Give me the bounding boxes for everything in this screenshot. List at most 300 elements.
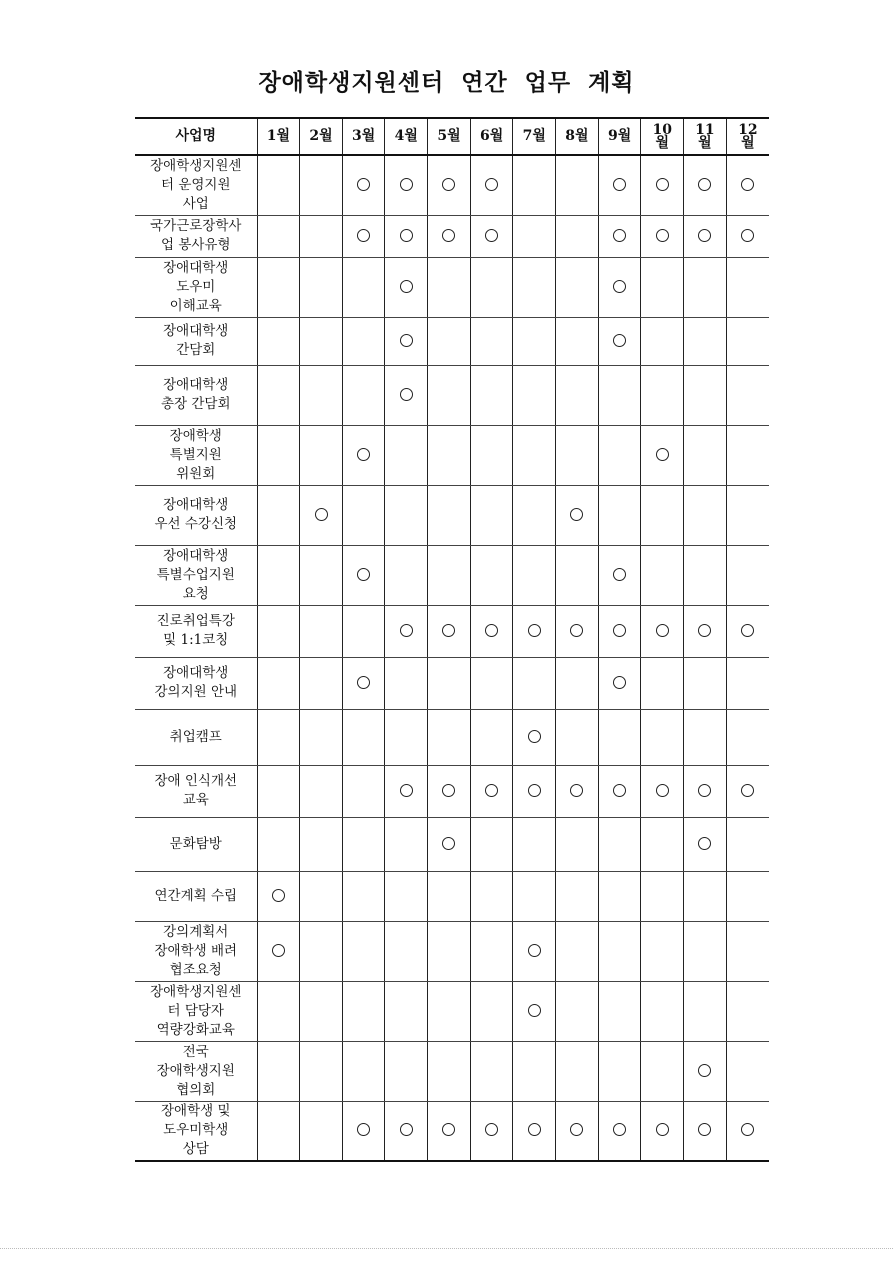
scheduled-circle-icon bbox=[528, 624, 541, 637]
month-cell-6 bbox=[470, 365, 513, 425]
scheduled-circle-icon bbox=[613, 178, 626, 191]
month-cell-9 bbox=[598, 817, 641, 871]
table-row bbox=[135, 215, 769, 257]
month-cell-8 bbox=[556, 871, 599, 921]
month-cell-9 bbox=[598, 545, 641, 605]
month-cell-11 bbox=[684, 257, 727, 317]
month-cell-4 bbox=[385, 657, 428, 709]
month-cell-5 bbox=[428, 257, 471, 317]
month-cell-8 bbox=[556, 817, 599, 871]
table-row bbox=[135, 317, 769, 365]
header-month-3: 3월 bbox=[342, 118, 385, 155]
header-month-8: 8월 bbox=[556, 118, 599, 155]
table-row bbox=[135, 709, 769, 765]
month-cell-8 bbox=[556, 657, 599, 709]
month-cell-7 bbox=[513, 709, 556, 765]
project-name-cell: 장애대학생 강의지원 안내 bbox=[135, 657, 257, 709]
month-cell-9 bbox=[598, 605, 641, 657]
month-cell-7 bbox=[513, 365, 556, 425]
month-cell-1 bbox=[257, 981, 300, 1041]
month-cell-7 bbox=[513, 765, 556, 817]
scheduled-circle-icon bbox=[400, 178, 413, 191]
scheduled-circle-icon bbox=[528, 944, 541, 957]
month-cell-10 bbox=[641, 765, 684, 817]
scheduled-circle-icon bbox=[400, 334, 413, 347]
month-cell-7 bbox=[513, 317, 556, 365]
scheduled-circle-icon bbox=[442, 178, 455, 191]
month-cell-6 bbox=[470, 871, 513, 921]
month-cell-1 bbox=[257, 709, 300, 765]
scheduled-circle-icon bbox=[400, 280, 413, 293]
scheduled-circle-icon bbox=[357, 568, 370, 581]
table-row bbox=[135, 871, 769, 921]
month-cell-12 bbox=[726, 871, 769, 921]
scheduled-circle-icon bbox=[656, 1123, 669, 1136]
month-cell-10 bbox=[641, 981, 684, 1041]
month-cell-8 bbox=[556, 1101, 599, 1161]
scheduled-circle-icon bbox=[528, 1123, 541, 1136]
scan-artifact-line bbox=[0, 1248, 893, 1249]
scheduled-circle-icon bbox=[613, 676, 626, 689]
month-cell-12 bbox=[726, 765, 769, 817]
header-month-5: 5월 bbox=[428, 118, 471, 155]
month-cell-4 bbox=[385, 981, 428, 1041]
scheduled-circle-icon bbox=[570, 624, 583, 637]
project-name-cell: 국가근로장학사 업 봉사유형 bbox=[135, 215, 257, 257]
project-name-cell: 장애대학생 간담회 bbox=[135, 317, 257, 365]
scheduled-circle-icon bbox=[613, 568, 626, 581]
month-cell-6 bbox=[470, 1041, 513, 1101]
scheduled-circle-icon bbox=[613, 1123, 626, 1136]
scheduled-circle-icon bbox=[357, 676, 370, 689]
month-cell-4 bbox=[385, 1101, 428, 1161]
scheduled-circle-icon bbox=[485, 784, 498, 797]
month-cell-1 bbox=[257, 257, 300, 317]
scheduled-circle-icon bbox=[656, 448, 669, 461]
month-cell-3 bbox=[342, 817, 385, 871]
month-cell-5 bbox=[428, 981, 471, 1041]
month-cell-4 bbox=[385, 215, 428, 257]
header-row bbox=[135, 118, 769, 155]
month-cell-1 bbox=[257, 365, 300, 425]
month-cell-10 bbox=[641, 871, 684, 921]
scheduled-circle-icon bbox=[698, 178, 711, 191]
month-cell-11 bbox=[684, 765, 727, 817]
month-cell-7 bbox=[513, 817, 556, 871]
scheduled-circle-icon bbox=[698, 1064, 711, 1077]
month-cell-7 bbox=[513, 545, 556, 605]
month-cell-10 bbox=[641, 817, 684, 871]
scheduled-circle-icon bbox=[485, 624, 498, 637]
month-cell-6 bbox=[470, 817, 513, 871]
month-cell-9 bbox=[598, 981, 641, 1041]
scheduled-circle-icon bbox=[357, 229, 370, 242]
scheduled-circle-icon bbox=[442, 1123, 455, 1136]
month-cell-8 bbox=[556, 365, 599, 425]
month-cell-9 bbox=[598, 215, 641, 257]
scheduled-circle-icon bbox=[656, 229, 669, 242]
month-cell-8 bbox=[556, 545, 599, 605]
month-cell-1 bbox=[257, 155, 300, 215]
month-cell-3 bbox=[342, 981, 385, 1041]
scheduled-circle-icon bbox=[741, 1123, 754, 1136]
month-cell-12 bbox=[726, 1101, 769, 1161]
month-cell-7 bbox=[513, 921, 556, 981]
scheduled-circle-icon bbox=[570, 784, 583, 797]
month-cell-2 bbox=[300, 657, 343, 709]
month-cell-4 bbox=[385, 545, 428, 605]
month-cell-12 bbox=[726, 817, 769, 871]
month-cell-4 bbox=[385, 1041, 428, 1101]
month-cell-5 bbox=[428, 657, 471, 709]
scheduled-circle-icon bbox=[400, 229, 413, 242]
month-cell-6 bbox=[470, 425, 513, 485]
month-cell-10 bbox=[641, 365, 684, 425]
month-cell-10 bbox=[641, 257, 684, 317]
month-cell-2 bbox=[300, 1101, 343, 1161]
month-cell-1 bbox=[257, 605, 300, 657]
month-cell-7 bbox=[513, 215, 556, 257]
table-row bbox=[135, 485, 769, 545]
month-cell-2 bbox=[300, 485, 343, 545]
month-cell-4 bbox=[385, 485, 428, 545]
month-cell-8 bbox=[556, 425, 599, 485]
scheduled-circle-icon bbox=[357, 448, 370, 461]
month-cell-5 bbox=[428, 817, 471, 871]
month-cell-11 bbox=[684, 709, 727, 765]
month-cell-3 bbox=[342, 1041, 385, 1101]
scheduled-circle-icon bbox=[528, 784, 541, 797]
month-cell-6 bbox=[470, 1101, 513, 1161]
month-cell-12 bbox=[726, 215, 769, 257]
month-cell-11 bbox=[684, 605, 727, 657]
scheduled-circle-icon bbox=[698, 784, 711, 797]
month-cell-3 bbox=[342, 765, 385, 817]
month-cell-11 bbox=[684, 871, 727, 921]
month-cell-8 bbox=[556, 317, 599, 365]
month-cell-10 bbox=[641, 317, 684, 365]
project-name-cell: 장애대학생 도우미 이해교육 bbox=[135, 257, 257, 317]
scheduled-circle-icon bbox=[698, 229, 711, 242]
month-cell-9 bbox=[598, 155, 641, 215]
month-cell-7 bbox=[513, 1101, 556, 1161]
month-cell-8 bbox=[556, 921, 599, 981]
scheduled-circle-icon bbox=[272, 944, 285, 957]
project-name-cell: 장애학생 및 도우미학생 상담 bbox=[135, 1101, 257, 1161]
month-cell-4 bbox=[385, 317, 428, 365]
month-cell-12 bbox=[726, 485, 769, 545]
month-cell-9 bbox=[598, 657, 641, 709]
month-cell-8 bbox=[556, 215, 599, 257]
scheduled-circle-icon bbox=[613, 334, 626, 347]
scheduled-circle-icon bbox=[442, 784, 455, 797]
month-cell-5 bbox=[428, 871, 471, 921]
month-cell-9 bbox=[598, 921, 641, 981]
month-cell-9 bbox=[598, 317, 641, 365]
month-cell-1 bbox=[257, 657, 300, 709]
month-cell-5 bbox=[428, 485, 471, 545]
project-name-cell: 취업캠프 bbox=[135, 709, 257, 765]
project-name-cell: 연간계획 수립 bbox=[135, 871, 257, 921]
scheduled-circle-icon bbox=[698, 1123, 711, 1136]
scheduled-circle-icon bbox=[741, 229, 754, 242]
project-name-cell: 전국 장애학생지원 협의회 bbox=[135, 1041, 257, 1101]
month-cell-11 bbox=[684, 485, 727, 545]
scheduled-circle-icon bbox=[442, 624, 455, 637]
month-cell-11 bbox=[684, 365, 727, 425]
month-cell-12 bbox=[726, 257, 769, 317]
month-cell-8 bbox=[556, 605, 599, 657]
scheduled-circle-icon bbox=[741, 784, 754, 797]
header-month-9: 9월 bbox=[598, 118, 641, 155]
scheduled-circle-icon bbox=[357, 178, 370, 191]
month-cell-2 bbox=[300, 765, 343, 817]
month-cell-10 bbox=[641, 605, 684, 657]
scheduled-circle-icon bbox=[613, 784, 626, 797]
page-title: 장애학생지원센터 연간 업무 계획 bbox=[258, 69, 635, 96]
month-cell-6 bbox=[470, 921, 513, 981]
table-row bbox=[135, 765, 769, 817]
project-name-cell: 문화탐방 bbox=[135, 817, 257, 871]
month-cell-5 bbox=[428, 605, 471, 657]
scheduled-circle-icon bbox=[656, 784, 669, 797]
header-month-12: 12 월 bbox=[726, 118, 769, 155]
scheduled-circle-icon bbox=[698, 624, 711, 637]
header-month-7: 7월 bbox=[513, 118, 556, 155]
month-cell-7 bbox=[513, 981, 556, 1041]
month-cell-11 bbox=[684, 215, 727, 257]
project-name-cell: 진로취업특강 및 1:1코칭 bbox=[135, 605, 257, 657]
month-cell-4 bbox=[385, 871, 428, 921]
month-cell-7 bbox=[513, 257, 556, 317]
month-cell-7 bbox=[513, 605, 556, 657]
month-cell-4 bbox=[385, 709, 428, 765]
month-cell-9 bbox=[598, 425, 641, 485]
month-cell-6 bbox=[470, 155, 513, 215]
month-cell-10 bbox=[641, 215, 684, 257]
month-cell-11 bbox=[684, 817, 727, 871]
month-cell-6 bbox=[470, 485, 513, 545]
table-row bbox=[135, 365, 769, 425]
month-cell-11 bbox=[684, 545, 727, 605]
month-cell-1 bbox=[257, 921, 300, 981]
month-cell-12 bbox=[726, 365, 769, 425]
month-cell-12 bbox=[726, 921, 769, 981]
month-cell-10 bbox=[641, 155, 684, 215]
scheduled-circle-icon bbox=[570, 508, 583, 521]
project-name-cell: 강의계획서 장애학생 배려 협조요청 bbox=[135, 921, 257, 981]
month-cell-6 bbox=[470, 765, 513, 817]
month-cell-3 bbox=[342, 605, 385, 657]
month-cell-7 bbox=[513, 155, 556, 215]
month-cell-3 bbox=[342, 425, 385, 485]
table-row bbox=[135, 657, 769, 709]
month-cell-8 bbox=[556, 257, 599, 317]
header-month-10: 10 월 bbox=[641, 118, 684, 155]
month-cell-9 bbox=[598, 1101, 641, 1161]
table-row bbox=[135, 257, 769, 317]
scheduled-circle-icon bbox=[485, 178, 498, 191]
month-cell-3 bbox=[342, 155, 385, 215]
table-row bbox=[135, 817, 769, 871]
scheduled-circle-icon bbox=[656, 624, 669, 637]
month-cell-5 bbox=[428, 317, 471, 365]
month-cell-5 bbox=[428, 545, 471, 605]
month-cell-5 bbox=[428, 765, 471, 817]
month-cell-10 bbox=[641, 485, 684, 545]
month-cell-3 bbox=[342, 921, 385, 981]
month-cell-3 bbox=[342, 317, 385, 365]
month-cell-9 bbox=[598, 257, 641, 317]
scheduled-circle-icon bbox=[741, 624, 754, 637]
scheduled-circle-icon bbox=[656, 178, 669, 191]
header-month-11: 11 월 bbox=[684, 118, 727, 155]
month-cell-11 bbox=[684, 921, 727, 981]
month-cell-1 bbox=[257, 317, 300, 365]
month-cell-2 bbox=[300, 365, 343, 425]
table-row bbox=[135, 1101, 769, 1161]
month-cell-10 bbox=[641, 657, 684, 709]
month-cell-2 bbox=[300, 605, 343, 657]
table-row bbox=[135, 1041, 769, 1101]
month-cell-11 bbox=[684, 155, 727, 215]
month-cell-8 bbox=[556, 709, 599, 765]
month-cell-7 bbox=[513, 871, 556, 921]
month-cell-11 bbox=[684, 657, 727, 709]
project-name-cell: 장애대학생 특별수업지원 요청 bbox=[135, 545, 257, 605]
month-cell-4 bbox=[385, 155, 428, 215]
month-cell-7 bbox=[513, 657, 556, 709]
month-cell-5 bbox=[428, 921, 471, 981]
month-cell-8 bbox=[556, 981, 599, 1041]
project-name-cell: 장애학생지원센 터 담당자 역량강화교육 bbox=[135, 981, 257, 1041]
month-cell-2 bbox=[300, 709, 343, 765]
month-cell-8 bbox=[556, 765, 599, 817]
month-cell-3 bbox=[342, 257, 385, 317]
scheduled-circle-icon bbox=[528, 1004, 541, 1017]
table-body bbox=[135, 155, 769, 1161]
month-cell-3 bbox=[342, 1101, 385, 1161]
month-cell-2 bbox=[300, 545, 343, 605]
month-cell-4 bbox=[385, 921, 428, 981]
month-cell-5 bbox=[428, 1041, 471, 1101]
scheduled-circle-icon bbox=[272, 889, 285, 902]
month-cell-10 bbox=[641, 1101, 684, 1161]
month-cell-2 bbox=[300, 1041, 343, 1101]
month-cell-6 bbox=[470, 545, 513, 605]
month-cell-6 bbox=[470, 657, 513, 709]
month-cell-3 bbox=[342, 365, 385, 425]
project-name-cell: 장애학생지원센 터 운영지원 사업 bbox=[135, 155, 257, 215]
month-cell-6 bbox=[470, 981, 513, 1041]
annual-plan-table bbox=[135, 117, 769, 1162]
month-cell-12 bbox=[726, 425, 769, 485]
month-cell-2 bbox=[300, 317, 343, 365]
scheduled-circle-icon bbox=[442, 837, 455, 850]
project-name-cell: 장애 인식개선 교육 bbox=[135, 765, 257, 817]
project-name-cell: 장애학생 특별지원 위원회 bbox=[135, 425, 257, 485]
month-cell-5 bbox=[428, 155, 471, 215]
month-cell-3 bbox=[342, 709, 385, 765]
month-cell-3 bbox=[342, 485, 385, 545]
scheduled-circle-icon bbox=[400, 388, 413, 401]
month-cell-12 bbox=[726, 1041, 769, 1101]
table-row bbox=[135, 921, 769, 981]
month-cell-1 bbox=[257, 1101, 300, 1161]
month-cell-11 bbox=[684, 1041, 727, 1101]
month-cell-1 bbox=[257, 1041, 300, 1101]
scheduled-circle-icon bbox=[613, 229, 626, 242]
month-cell-9 bbox=[598, 765, 641, 817]
month-cell-12 bbox=[726, 605, 769, 657]
month-cell-3 bbox=[342, 871, 385, 921]
month-cell-12 bbox=[726, 657, 769, 709]
month-cell-6 bbox=[470, 317, 513, 365]
month-cell-1 bbox=[257, 871, 300, 921]
month-cell-10 bbox=[641, 1041, 684, 1101]
month-cell-5 bbox=[428, 215, 471, 257]
header-month-4: 4월 bbox=[385, 118, 428, 155]
header-month-2: 2월 bbox=[300, 118, 343, 155]
month-cell-4 bbox=[385, 257, 428, 317]
scheduled-circle-icon bbox=[315, 508, 328, 521]
month-cell-8 bbox=[556, 485, 599, 545]
scheduled-circle-icon bbox=[528, 730, 541, 743]
scheduled-circle-icon bbox=[485, 229, 498, 242]
month-cell-10 bbox=[641, 709, 684, 765]
month-cell-5 bbox=[428, 709, 471, 765]
month-cell-2 bbox=[300, 257, 343, 317]
month-cell-12 bbox=[726, 709, 769, 765]
month-cell-12 bbox=[726, 981, 769, 1041]
month-cell-11 bbox=[684, 1101, 727, 1161]
scheduled-circle-icon bbox=[698, 837, 711, 850]
month-cell-2 bbox=[300, 981, 343, 1041]
header-month-6: 6월 bbox=[470, 118, 513, 155]
month-cell-11 bbox=[684, 981, 727, 1041]
scheduled-circle-icon bbox=[357, 1123, 370, 1136]
month-cell-7 bbox=[513, 425, 556, 485]
month-cell-6 bbox=[470, 215, 513, 257]
month-cell-4 bbox=[385, 605, 428, 657]
month-cell-3 bbox=[342, 215, 385, 257]
month-cell-5 bbox=[428, 425, 471, 485]
month-cell-6 bbox=[470, 709, 513, 765]
month-cell-10 bbox=[641, 921, 684, 981]
month-cell-10 bbox=[641, 425, 684, 485]
month-cell-8 bbox=[556, 1041, 599, 1101]
month-cell-2 bbox=[300, 215, 343, 257]
header-month-1: 1월 bbox=[257, 118, 300, 155]
month-cell-6 bbox=[470, 605, 513, 657]
scheduled-circle-icon bbox=[442, 229, 455, 242]
month-cell-3 bbox=[342, 545, 385, 605]
month-cell-5 bbox=[428, 1101, 471, 1161]
month-cell-4 bbox=[385, 765, 428, 817]
month-cell-10 bbox=[641, 545, 684, 605]
month-cell-2 bbox=[300, 155, 343, 215]
month-cell-9 bbox=[598, 365, 641, 425]
table-row bbox=[135, 425, 769, 485]
month-cell-4 bbox=[385, 817, 428, 871]
month-cell-2 bbox=[300, 425, 343, 485]
scheduled-circle-icon bbox=[613, 280, 626, 293]
project-name-cell: 장애대학생 총장 간담회 bbox=[135, 365, 257, 425]
month-cell-1 bbox=[257, 485, 300, 545]
month-cell-2 bbox=[300, 817, 343, 871]
scheduled-circle-icon bbox=[400, 784, 413, 797]
month-cell-1 bbox=[257, 425, 300, 485]
